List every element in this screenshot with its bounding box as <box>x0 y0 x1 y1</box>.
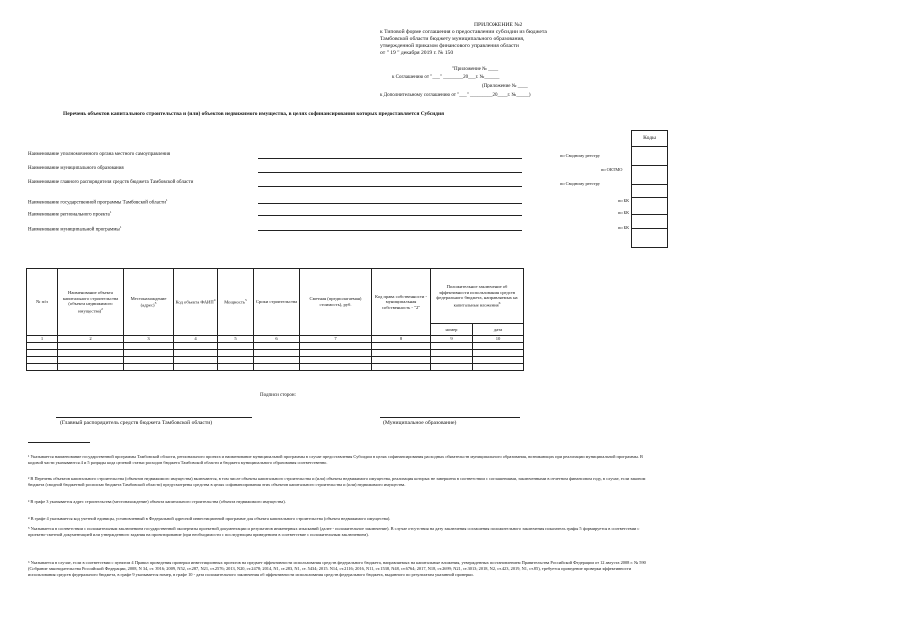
appendix-line: к Типовой форме соглашения о предоставлении субсидии из бюджета <box>380 29 547 35</box>
col-header-faip-code <box>174 269 218 336</box>
field-label-text: Наименование государственной программы Тамбовской области <box>28 200 166 206</box>
code-cell <box>631 165 668 185</box>
table-row <box>27 364 524 371</box>
table-row <box>27 357 524 364</box>
signature-right-caption: (Муниципальное образование) <box>383 420 457 426</box>
code-cell <box>631 146 668 166</box>
field-code-label: по Сводному реестру <box>560 181 600 186</box>
col-header-object-name <box>58 269 124 336</box>
column-numbers-row <box>27 336 524 343</box>
footnote-ref: 1 <box>109 210 112 214</box>
footnote-ref: 1 <box>165 198 168 202</box>
col-header-text: Положительное заключение об эффективности использования средств федерального бюджета, направляемых на капитальные вложения <box>436 284 518 308</box>
col-number: 4 <box>174 336 218 343</box>
col-number: 6 <box>254 336 300 343</box>
col-subheader-number: номер <box>431 324 473 336</box>
footnote: ⁴ В графе 4 указывается код учетной единицы, установленный в Федеральной адресной инвестиционной программе для объекта капитального строительства (объекта недвижимого имущества). <box>28 516 391 521</box>
col-header-conclusion <box>431 269 524 324</box>
col-number: 7 <box>300 336 372 343</box>
codes-label: Коды <box>643 135 656 141</box>
footnote-ref: 4 <box>213 298 216 303</box>
footnote: ³ В графе 3 указывается адрес строительства (местонахождение) объекта капитального строительства (объекта недвижимого имущества). <box>28 499 286 504</box>
field-underline <box>258 172 522 173</box>
code-cell <box>631 184 668 198</box>
col-header-number <box>27 269 58 336</box>
col-header-text: № п/п <box>36 299 48 305</box>
field-underline <box>258 203 522 204</box>
field-label-text: Наименование регионального проекта <box>28 212 110 218</box>
table-row <box>27 343 524 350</box>
field-label: Наименование главного распорядителя средств бюджета Тамбовской области <box>28 180 194 185</box>
col-header-capacity <box>218 269 254 336</box>
col-number: 10 <box>473 336 524 343</box>
objects-table <box>26 268 524 371</box>
footnote-separator <box>28 442 90 443</box>
appendix-title: ПРИЛОЖЕНИЕ №2 <box>474 22 523 28</box>
footnote: ⁶ Указывается в случае, если в соответствии с пунктом 4 Правил проведения проверки инвестиционных проектов на предмет эффективности использования средств федерального бюджета, направляемых на капитальные вложения, утвержденных постановлением Правительства Российской Федерации от 12 августа 2008 г. № 590 (Собрание законодательства Российской Федерации, 2008, N 34, ст. 3916; 2009, N52, ст.287, N21, ст.2576; 2013, N20, ст.2478; 2014, N1, ст.283, N1, ст. 5434; 2015. N14, ст.2116; 2016, N11, ст.1538, N48, ст.6764; 2017, N18, ст.2699; N21, ст.3013; 2018, N2, ст.423, 2019, N1, ст.85), требуется проведение проверки эффективности использования средств федерального бюджета, в графе 9 указывается номер, в графе 10 - дата положительного заключения об эффективности использования средств федерального бюджета, выданного по результатам указанной проверки. <box>28 560 646 577</box>
footnote: ¹ Указывается наименование государственной программы Тамбовской области, регионального проекта и наименование муниципальной программы в случае предоставления Субсидии в целях софинансирования расходных обязательств муниципального образования, возникающих при реализации муниципальной программы. В кодовой части указываются 4 и 5 разряды кода целевой статьи расходов бюджета Тамбовской области и бюджета муниципального образования соответственно. <box>28 454 643 465</box>
col-number: 5 <box>218 336 254 343</box>
agreement-ref-line: к Соглашению от "___" ________20___г. №______ <box>392 75 500 80</box>
col-header-terms <box>254 269 300 336</box>
col-header-text: Наименование объекта капитального строительства (объекта недвижимого имущества) <box>62 290 119 314</box>
field-label: Наименование уполномоченного органа местного самоуправления <box>28 152 171 157</box>
col-header-ownership-code <box>372 269 431 336</box>
col-header-text: Мощность <box>224 299 246 305</box>
footnote-ref: 3 <box>154 301 157 306</box>
code-cell <box>631 228 668 248</box>
footnote-ref: 6 <box>498 300 501 305</box>
field-label: Наименование муниципального образования <box>28 166 124 171</box>
col-subheader-date: дата <box>473 324 524 336</box>
appendix-line: утвержденной приказом финансового управления области <box>380 43 519 49</box>
col-number: 8 <box>372 336 431 343</box>
col-header-text: Местонахождение (адрес) <box>130 295 167 308</box>
field-code-label: по БК <box>618 225 630 230</box>
agreement-ref-line: "Приложение № ____ <box>452 67 499 72</box>
field-underline <box>258 215 522 216</box>
table-row <box>27 350 524 357</box>
footnote-ref: 1 <box>119 225 122 229</box>
field-label <box>28 209 111 219</box>
field-label-text: Наименование муниципальной программы <box>28 227 120 233</box>
footnote: ² В Перечень объектов капитального строительства (объектов недвижимого имущества) включаются, в том числе объекты капитального строительства и (или) объекты недвижимого имущества, реализация которых не завершена в соответствии с соглашениями, заключенными в отчетном финансовом году, в случае, если законом бюджета (сводной бюджетной росписью бюджета Тамбовской области) предусмотрены средства в целях софинансирования этих объектов капитального строительства и (или) недвижимого имущества. <box>28 476 646 487</box>
footnote-ref: 5 <box>245 298 247 303</box>
col-header-text: Код права собственности - муниципальная собственность - "2" <box>375 293 427 310</box>
field-code-label: по ОКТМО <box>601 167 623 172</box>
appendix-line: Тамбовской области бюджету муниципального образования, <box>380 36 525 42</box>
field-underline <box>258 186 522 187</box>
col-number: 1 <box>27 336 58 343</box>
signature-left-caption: (Главный распорядитель средств бюджета Тамбовской области) <box>60 420 213 426</box>
col-header-text: Код объекта ФАИП <box>175 299 214 305</box>
col-header-cost <box>300 269 372 336</box>
code-cell <box>631 214 668 229</box>
agreement-ref-line: (Приложение № ____ <box>482 84 528 89</box>
col-header-text: Сметная (предполагаемая) стоимость), руб. <box>309 296 362 307</box>
field-underline <box>258 158 522 159</box>
field-underline <box>258 230 522 231</box>
field-label <box>28 224 121 234</box>
col-header-text: Сроки строительства <box>255 299 298 305</box>
code-cell <box>631 197 668 215</box>
field-label <box>28 197 168 207</box>
footnote: ⁵ Указывается в соответствии с положительным заключением государственной экспертизы проектной документации и результатов инженерных изысканий (далее - положительное заключение). В случае отсутствия на дату заключения соглашения положительного заключения показатель графы 5 формируется в соответствии с проектно-сметной документацией или утвержденного задания на проектирование (при необходимости с последующим приведением в соответствие с положительным заключением). <box>28 526 640 537</box>
footnote-ref: 2 <box>101 306 103 311</box>
appendix-line: от " 19 " декабря 2019 г. № 150 <box>380 50 454 56</box>
codes-header <box>631 130 668 147</box>
signatures-title: Подписи сторон: <box>260 393 296 398</box>
col-number: 3 <box>124 336 174 343</box>
agreement-ref-line: к Дополнительному соглашению от "___" _________20____г. №_____) <box>380 93 531 98</box>
col-header-address <box>124 269 174 336</box>
signature-line-left <box>56 417 252 418</box>
col-number: 2 <box>58 336 124 343</box>
field-code-label: по БК <box>618 198 630 203</box>
document-title: Перечень объектов капитального строительства и (или) объектов недвижимого имущества, в целях софинансирования которых предоставляется Субсидия <box>63 111 445 117</box>
field-code-label: по БК <box>618 210 630 215</box>
field-code-label: по Сводному реестру <box>560 153 600 158</box>
col-number: 9 <box>431 336 473 343</box>
signature-line-right <box>380 417 520 418</box>
